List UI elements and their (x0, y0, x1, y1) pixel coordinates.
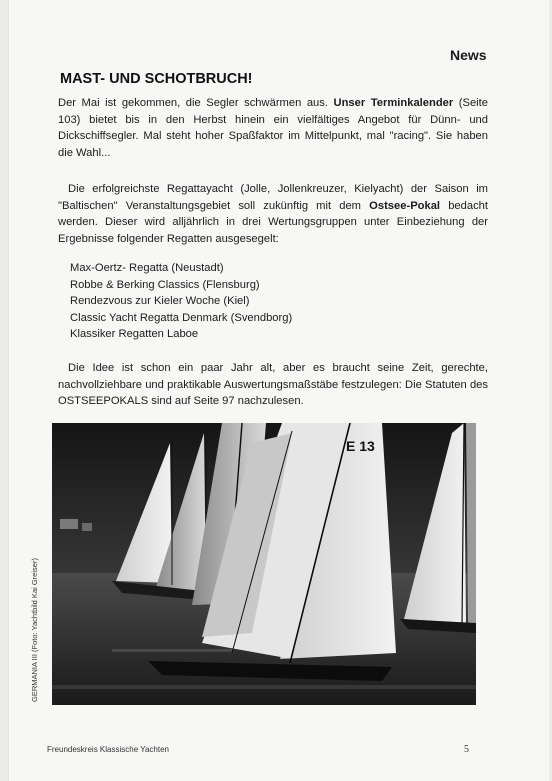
sail-number-label: E 13 (346, 438, 375, 454)
regatta-list-item: Klassiker Regatten Laboe (70, 328, 199, 340)
ostsee-pokal-emphasis: Ostsee-Pokal (369, 199, 441, 212)
sailing-yachts-illustration (52, 423, 476, 705)
paragraph-ostsee-pokal (58, 181, 488, 247)
regatta-list-item: Max-Oertz- Regatta (Neustadt) (70, 262, 224, 274)
article-title: MAST- UND SCHOTBRUCH! (60, 71, 253, 87)
regatta-list-item: Robbe & Berking Classics (Flensburg) (70, 278, 260, 291)
regatta-list-item: Rendezvous zur Kieler Woche (Kiel) (70, 295, 250, 307)
footer-publisher: Freundeskreis Klassische Yachten (47, 745, 169, 754)
paragraph-intro-text-a: Der Mai ist gekommen, die Segler schwärmen aus. (58, 97, 334, 109)
regatta-list-item: Classic Yacht Regatta Denmark (Svendborg) (70, 311, 293, 324)
photo-caption: GERMANIA III (Foto: Yachtbild Kai Greiser) (30, 558, 39, 702)
regatta-photo (52, 423, 476, 705)
paragraph-pokal-text-a: Die erfolgreichste Regattayacht (Jolle, Jollenkreuzer, Kielyacht) der Saison im "Baltischen" Veranstaltungsgebiet soll zukünftig mit dem (58, 183, 488, 212)
paragraph-intro (58, 95, 488, 161)
paragraph-intro-text-c: (Seite 103) bietet bis in den Herbst hinein ein vielfältiges Angebot für Dünn- und Dickschiffsegler. Mal steht hoher Spaßfaktor im Mittelpunkt, mal "racing". Sie haben die Wahl... (58, 97, 489, 159)
terminkalender-emphasis: Unser Terminkalender (333, 97, 454, 109)
section-header: News (450, 47, 487, 63)
regatta-list (70, 260, 500, 343)
paragraph-pokal-text-c: bedacht werden. Dieser wird alljährlich in drei Wertungsgruppen unter Einbeziehung der Ergebnisse folgender Regatten ausgesegelt: (58, 199, 489, 245)
page-number: 5 (464, 744, 469, 755)
paragraph-statuten: Die Idee ist schon ein paar Jahr alt, aber es braucht seine Zeit, gerechte, nachvollziehbare und praktikable Auswertungsmaßstäbe festzulegen: Die Statuten des OSTSEEPOKALS sind auf Seite 97 nachzulesen. (58, 362, 488, 407)
